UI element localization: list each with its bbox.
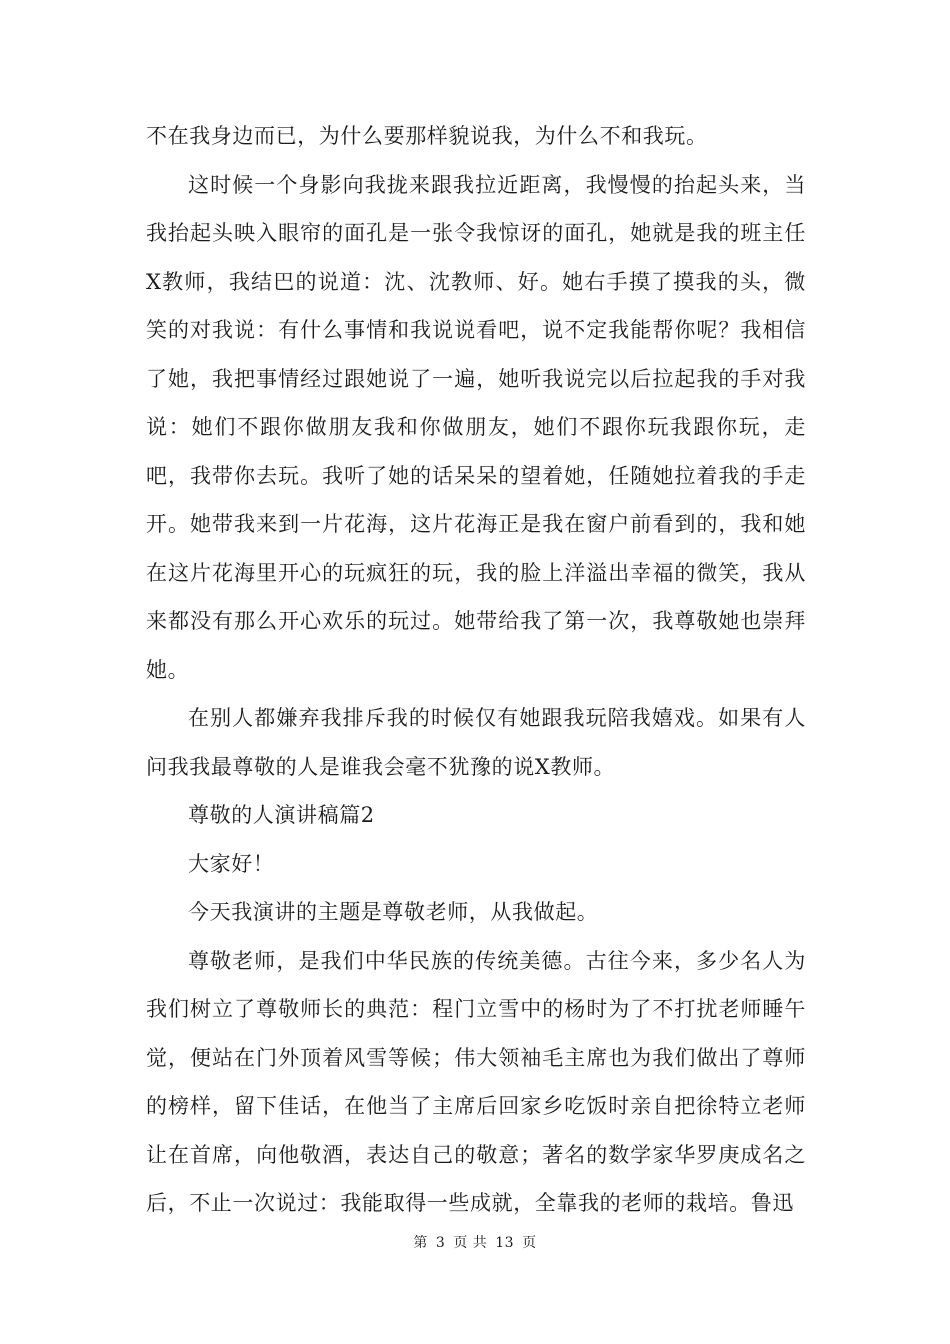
paragraph-conclusion: 在别人都嫌弃我排斥我的时候仅有她跟我玩陪我嬉戏。如果有人问我我最尊敬的人是谁我会毫不犹豫的说X教师。 (146, 706, 806, 779)
footer-middle: 页 共 (453, 1235, 488, 1251)
document-body (146, 112, 806, 1228)
section-title: 尊敬的人演讲稿篇2 (188, 803, 375, 827)
paragraph-respect-teachers: 尊敬老师，是我们中华民族的传统美德。古往今来，多少名人为我们树立了尊敬师长的典范：程门立雪中的杨时为了不打扰老师睡午觉，便站在门外顶着风雪等候；伟大领袖毛主席也为我们做出了尊师的榜样，留下佳话，在他当了主席后回家乡吃饭时亲自把徐特立老师让在首席，向他敬酒，表达自己的敬意；著名的数学家华罗庚成名之后，不止一次说过：我能取得一些成就，全靠我的老师的栽培。鲁迅 (146, 948, 806, 1215)
footer-total-pages: 13 (495, 1235, 515, 1251)
paragraph-story: 这时候一个身影向我拢来跟我拉近距离，我慢慢的抬起头来，当我抬起头映入眼帘的面孔是一张令我惊讶的面孔，她就是我的班主任X教师，我结巴的说道：沈、沈教师、好。她右手摸了摸我的头，微笑的对我说：有什么事情和我说说看吧，说不定我能帮你呢？我相信了她，我把事情经过跟她说了一遍，她听我说完以后拉起我的手对我说：她们不跟你做朋友我和你做朋友，她们不跟你玩我跟你玩，走吧，我带你去玩。我听了她的话呆呆的望着她，任随她拉着我的手走开。她带我来到一片花海，这片花海正是我在窗户前看到的，我和她在这片花海里开心的玩疯狂的玩，我的脸上洋溢出幸福的微笑，我从来都没有那么开心欢乐的玩过。她带给我了第一次，我尊敬她也崇拜她。 (146, 172, 806, 682)
footer-current-page: 3 (435, 1235, 446, 1251)
footer-suffix: 页 (522, 1235, 537, 1251)
paragraph-topic: 今天我演讲的主题是尊敬老师，从我做起。 (188, 900, 599, 924)
page-footer (0, 1232, 950, 1252)
greeting: 大家好！ (188, 851, 275, 876)
paragraph-continuation: 不在我身边而已，为什么要那样貌说我，为什么不和我玩。 (146, 124, 708, 148)
footer-prefix: 第 (413, 1235, 428, 1251)
